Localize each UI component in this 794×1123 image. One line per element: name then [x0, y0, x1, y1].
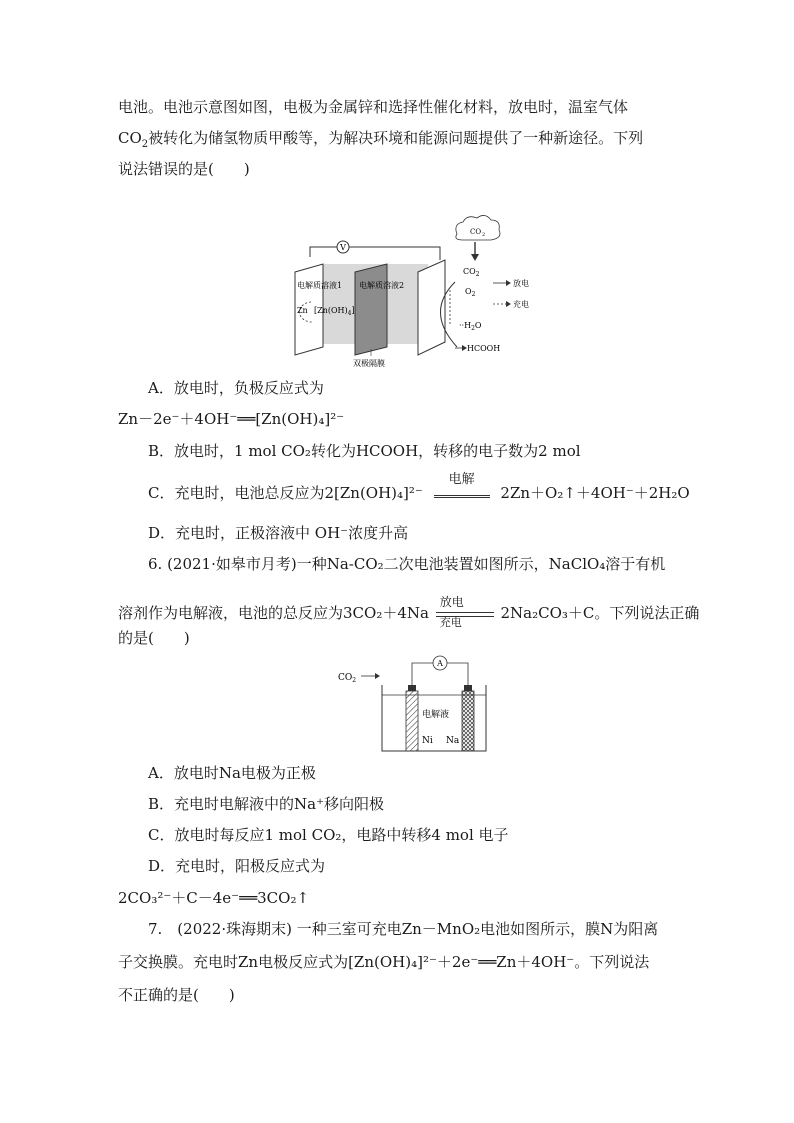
zn-label: Zn: [297, 306, 308, 315]
svg-text:CO: CO: [470, 228, 482, 236]
q5-option-c: C．充电时，电池总反应为2[Zn(OH)₄]²⁻ 电解 2Zn＋O₂↑＋4OH⁻＋2H₂O: [148, 472, 690, 502]
legend-discharge: 放电: [513, 279, 529, 288]
q5-option-b: B．放电时，1 mol CO₂转化为HCOOH，转移的电子数为2 mol: [148, 442, 581, 460]
q5-stem-line2: $CO_2$被转化为储氢物质甲酸等，为解决环境和能源问题提供了一种新途径。下列: [118, 129, 644, 150]
voltmeter-icon: [337, 241, 349, 253]
bipolar-membrane: [355, 264, 387, 355]
q6-cell-diagram: [336, 655, 491, 755]
electrolyte1-label: 电解质溶液1: [297, 281, 343, 290]
ammeter-icon: [433, 656, 447, 670]
q7-stem-line2: 子交换膜。充电时Zn电极反应式为[Zn(OH)₄]²⁻＋2e⁻══Zn＋4OH⁻。下列说法: [118, 953, 650, 971]
q5-option-a-equation: Zn－2e⁻＋4OH⁻══[Zn(OH)₄]²⁻: [118, 410, 345, 428]
q5-stem-line3: 说法错误的是( ): [118, 160, 250, 178]
q5-battery-diagram: [285, 212, 545, 372]
hcooh-label: HCOOH: [467, 344, 501, 353]
o2-label: $O_2$: [465, 287, 476, 298]
zn-complex-label: $[Zn(OH)_4]$: [314, 306, 355, 317]
electrolyte2-label: 电解质溶液2: [359, 281, 405, 290]
q5-option-d: D．充电时，正极溶液中 OH⁻浓度升高: [148, 524, 409, 542]
q5-option-a: A．放电时，负极反应式为: [148, 379, 324, 397]
q6-stem-line2: 溶剂作为电解液，电池的总反应为3CO₂＋4Na 放电 充电 2Na₂CO₃＋C。下列说法正确: [118, 595, 700, 629]
svg-text:V: V: [340, 243, 346, 252]
q6-option-c: C．放电时每反应1 mol CO₂，电路中转移4 mol 电子: [148, 826, 509, 844]
electrolyte-label: 电解液: [422, 710, 450, 720]
legend-charge: 充电: [513, 300, 529, 309]
q6-co2-label: $CO_2$: [338, 673, 357, 684]
na-label: Na: [446, 736, 460, 746]
q7-stem-line1: 7. (2022·珠海期末) 一种三室可充电Zn－MnO₂电池如图所示，膜N为阳离: [148, 920, 659, 938]
q7-stem-line3: 不正确的是( ): [118, 986, 235, 1004]
q6-stem-line3: 的是( ): [118, 629, 190, 647]
q6-stem-line1: 6. (2021·如皋市月考)一种Na-CO₂二次电池装置如图所示，NaClO₄溶于有机: [148, 555, 666, 573]
co2-cloud-icon: [456, 215, 500, 240]
q6-option-a: A．放电时Na电极为正极: [148, 764, 316, 782]
ni-label: Ni: [422, 736, 433, 746]
svg-text:2: 2: [482, 232, 486, 238]
q6-option-b: B．充电时电解液中的Na⁺移向阳极: [148, 795, 385, 813]
svg-text:A: A: [437, 659, 443, 668]
na-electrode: [462, 691, 474, 751]
h2o-label: $\cdot\cdot H_2O$: [459, 321, 482, 332]
membrane-label: 双极隔膜: [353, 359, 385, 368]
q6-option-d-equation: 2CO₃²⁻＋C－4e⁻══3CO₂↑: [118, 889, 310, 907]
q5-stem-line1: 电池。电池示意图如图，电极为金属锌和选择性催化材料，放电时，温室气体: [118, 98, 629, 116]
ni-electrode: [406, 691, 418, 751]
co2-label: $CO_2$: [463, 267, 480, 278]
q6-option-d: D．充电时，阳极反应式为: [148, 857, 326, 875]
